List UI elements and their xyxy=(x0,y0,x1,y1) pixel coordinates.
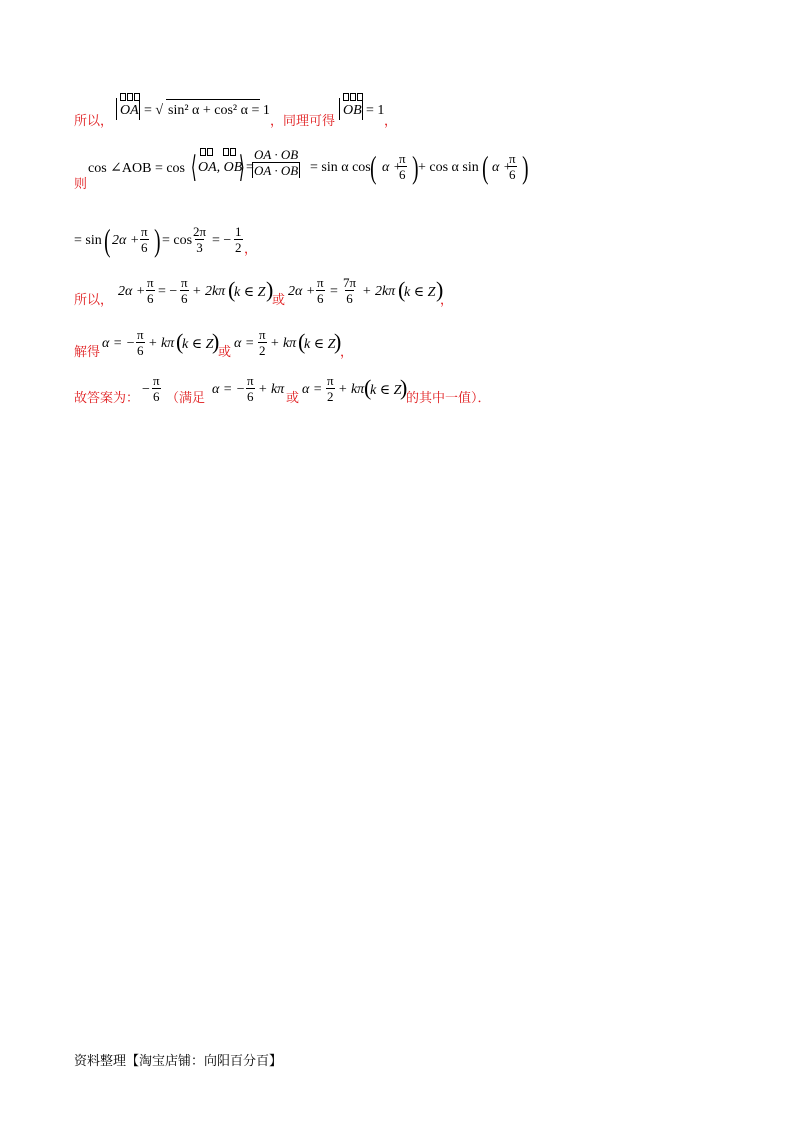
denominator: 2 xyxy=(327,389,334,404)
numerator: π xyxy=(247,373,254,388)
two-alpha-plus: 2α + xyxy=(112,233,140,248)
minus: − xyxy=(142,382,150,397)
paren-right: ) xyxy=(266,277,274,302)
comma: ， xyxy=(440,293,454,308)
equals-one: = 1 xyxy=(366,103,385,118)
paren-right: ) xyxy=(400,375,408,400)
glyph-box xyxy=(134,93,140,101)
pi-over-two xyxy=(258,327,267,358)
pi-over-six xyxy=(398,151,407,182)
vector-oa: OA xyxy=(120,103,139,118)
paren-left: ( xyxy=(398,277,406,302)
comma: ， xyxy=(384,114,398,129)
numerator: π xyxy=(141,224,148,239)
abs-bar xyxy=(116,98,117,120)
plus-kpi: + kπ xyxy=(338,382,365,397)
abs-bar xyxy=(362,98,363,120)
pi-over-six xyxy=(146,275,155,306)
paren-right: ) xyxy=(334,329,342,354)
glyph-box xyxy=(223,148,229,156)
label-manzu: （满足 xyxy=(166,391,206,406)
glyph-box xyxy=(343,93,349,101)
label-huo: 或 xyxy=(218,345,232,360)
numerator: π xyxy=(147,275,154,290)
cos-angle-aob: cos ∠AOB = cos xyxy=(88,161,186,176)
paren-right: ) xyxy=(212,329,220,354)
two-alpha-plus: 2α + xyxy=(118,284,146,299)
pi-over-six xyxy=(316,275,325,306)
equals-cos: = cos xyxy=(162,233,193,248)
plus-kpi: + kπ xyxy=(148,336,175,351)
paren-left: ( xyxy=(370,149,377,185)
numerator: π xyxy=(259,327,266,342)
alpha-equals: α = xyxy=(234,336,255,351)
numerator: π xyxy=(317,275,324,290)
label-ze: 则 xyxy=(74,177,88,192)
plus-kpi: + kπ xyxy=(258,382,285,397)
paren-left: ( xyxy=(228,277,236,302)
sqrt-expression: sin² α + cos² α = 1 xyxy=(168,103,270,118)
pi-over-six xyxy=(136,327,145,358)
vector-pair: OA, OB xyxy=(198,160,243,175)
page-footer: 资料整理【淘宝店铺：向阳百分百】 xyxy=(74,1054,283,1069)
plus-kpi: + kπ xyxy=(270,336,297,351)
glyph-box xyxy=(207,148,213,156)
label-suoyi: 所以， xyxy=(74,293,114,308)
sin-cos-expression: = sin α cos xyxy=(310,160,371,175)
equals: = xyxy=(330,284,338,299)
paren-right: ) xyxy=(154,222,161,258)
numerator: π xyxy=(327,373,334,388)
one-half xyxy=(234,224,243,255)
paren-right: ) xyxy=(436,277,444,302)
alpha-equals-minus: α = − xyxy=(212,382,246,397)
comma: ， xyxy=(244,242,258,257)
fraction-numerator: OA · OB xyxy=(254,147,299,162)
vector-ob: OB xyxy=(343,103,362,118)
numerator: 1 xyxy=(235,224,242,239)
denominator: 6 xyxy=(509,167,516,182)
denominator: 6 xyxy=(141,240,148,255)
k-in-z: k ∈ Z xyxy=(182,337,214,352)
abs-bar xyxy=(139,98,140,120)
label-tongli: ，同理可得 xyxy=(270,114,336,129)
label-suoyi: 所以， xyxy=(74,114,114,129)
equals-minus: = − xyxy=(212,233,232,248)
numerator: 7π xyxy=(343,275,357,290)
paren-left: ( xyxy=(482,149,489,185)
denominator: 6 xyxy=(153,389,160,404)
denominator: 6 xyxy=(247,389,254,404)
k-in-z: k ∈ Z xyxy=(234,285,266,300)
plus-2kpi: + 2kπ xyxy=(362,284,396,299)
k-in-z: k ∈ Z xyxy=(370,383,402,398)
fraction-denominator: OA · OB xyxy=(254,163,299,178)
denominator: 6 xyxy=(317,291,324,306)
alpha-plus: α + xyxy=(492,160,513,175)
paren-right: ) xyxy=(412,149,419,185)
label-huo: 或 xyxy=(272,293,286,308)
pi-over-six xyxy=(152,373,161,404)
pi-over-six xyxy=(246,373,255,404)
glyph-box xyxy=(230,148,236,156)
alpha-equals: α = xyxy=(302,382,323,397)
cos-sin-expression: + cos α sin xyxy=(418,160,479,175)
pi-over-two xyxy=(326,373,335,404)
equals-sin: = sin xyxy=(74,233,102,248)
glyph-box xyxy=(120,93,126,101)
numerator: π xyxy=(137,327,144,342)
angle-bracket-right: ⟩ xyxy=(238,151,245,184)
denominator: 6 xyxy=(399,167,406,182)
k-in-z: k ∈ Z xyxy=(304,337,336,352)
numerator: π xyxy=(399,151,406,166)
paren-right: ) xyxy=(522,149,529,185)
numerator: π xyxy=(153,373,160,388)
abs-bar xyxy=(339,98,340,120)
alpha-equals-minus: α = − xyxy=(102,336,136,351)
seven-pi-over-six xyxy=(342,275,357,306)
two-alpha-plus: 2α + xyxy=(288,284,316,299)
numerator: 2π xyxy=(193,224,207,239)
k-in-z: k ∈ Z xyxy=(404,285,436,300)
denominator: 6 xyxy=(147,291,154,306)
comma: ， xyxy=(340,345,354,360)
two-pi-over-three xyxy=(192,224,207,255)
glyph-box xyxy=(350,93,356,101)
denominator: 2 xyxy=(235,240,242,255)
pi-over-six xyxy=(180,275,189,306)
label-qizhong: 的其中一值）． xyxy=(406,391,491,406)
paren-left: ( xyxy=(104,222,111,258)
equals: = xyxy=(246,160,254,175)
label-answer: 故答案为： xyxy=(74,391,140,406)
glyph-box xyxy=(127,93,133,101)
numerator: π xyxy=(181,275,188,290)
pi-over-six xyxy=(508,151,517,182)
paren-left: ( xyxy=(298,329,306,354)
denominator: 6 xyxy=(346,291,353,306)
denominator: 2 xyxy=(259,343,266,358)
label-huo: 或 xyxy=(286,391,300,406)
denominator: 3 xyxy=(196,240,203,255)
denominator: 6 xyxy=(137,343,144,358)
label-jiede: 解得 xyxy=(74,345,101,360)
pi-over-six xyxy=(140,224,149,255)
angle-bracket-left: ⟨ xyxy=(190,151,197,184)
glyph-box xyxy=(200,148,206,156)
equals-sqrt: = √ xyxy=(144,103,164,118)
dot-product-fraction xyxy=(252,147,300,178)
denominator: 6 xyxy=(181,291,188,306)
plus-2kpi: + 2kπ xyxy=(192,284,226,299)
alpha-plus: α + xyxy=(382,160,403,175)
numerator: π xyxy=(509,151,516,166)
sqrt-overline xyxy=(166,99,260,100)
equals-minus: = − xyxy=(158,284,178,299)
paren-left: ( xyxy=(364,375,372,400)
paren-left: ( xyxy=(176,329,184,354)
